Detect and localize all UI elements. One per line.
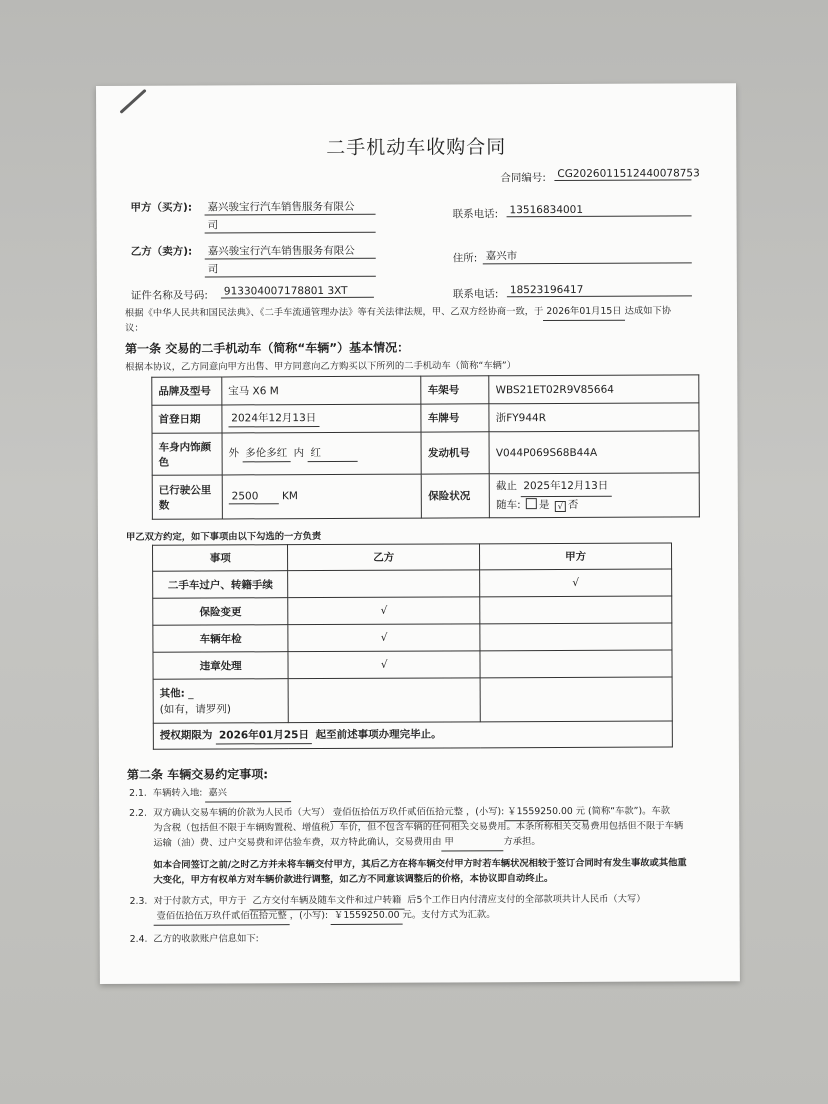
plate-label: 车牌号: [421, 404, 489, 432]
insurance-date: 2025年12月13日: [520, 477, 611, 496]
article2-title: 第二条 车辆交易约定事项:: [126, 767, 269, 782]
party-a-phone: 13516834001: [507, 203, 692, 217]
color-label: 车身内饰颜色: [152, 433, 222, 475]
checkbox-yes[interactable]: [526, 498, 537, 509]
clause-2-2-l1-mid: ，(小写):: [465, 806, 505, 818]
clause-2-3-no: 2.3.: [129, 895, 148, 907]
clause-2-3-line2: [154, 907, 496, 925]
clause-2-2-upper-amount: 壹佰伍拾伍万玖仟贰佰伍拾元整: [330, 804, 466, 822]
duty-inspection-b: √: [288, 624, 480, 652]
clause-2-1-label: 车辆转入地:: [152, 787, 203, 799]
intro-date: 2026年01月15日: [543, 304, 624, 321]
clause-2-3-upper-amount: 壹佰伍拾伍万玖仟贰佰伍拾元整: [154, 908, 290, 926]
party-b-address-label: 住所:: [452, 252, 478, 265]
engine-label: 发动机号: [421, 432, 489, 474]
clause-2-2-l1-post: (简称“车款”)。车款: [588, 805, 671, 817]
checkbox-no-checked[interactable]: √: [555, 500, 566, 511]
brand-label: 品牌及型号: [152, 377, 222, 405]
clause-2-2-l3-post: 方承担。: [503, 836, 541, 848]
duty-transfer-b: [288, 570, 480, 598]
party-b-name-line1: 嘉兴骏宝行汽车销售服务有限公: [205, 243, 376, 260]
clause-2-3-l2-post: 元。支付方式为汇款。: [402, 909, 496, 921]
duty-transfer-a: √: [480, 569, 672, 597]
duty-header-item: 事项: [153, 545, 288, 572]
duty-item-violation: 违章处理: [153, 652, 288, 680]
vehicle-info-table: [151, 374, 700, 519]
bold-notice-line1: 如本合同签订之前/之时乙方并未将车辆交付甲方，其后乙方在将车辆交付甲方时若车辆状况相较于签订合同时有发生事故或其他重: [153, 857, 687, 871]
duty-item-insurance: 保险变更: [153, 598, 288, 626]
clause-2-4: [130, 931, 259, 947]
clause-2-2-line2: 为含税（包括但不限于车辆购置税、增值税）车价，但不包含车辆的任何相关交易费用。本条所称相关交易费用包括但不限于车辆: [153, 820, 684, 834]
duty-insurance-b: √: [288, 597, 480, 625]
mileage-label: 已行驶公里数: [152, 475, 222, 519]
party-a-label: 甲方（买方):: [130, 201, 193, 214]
duty-item-inspection: 车辆年检: [153, 625, 288, 653]
other-note: (如有，请罗列): [159, 702, 231, 716]
int-prefix: 内: [293, 447, 305, 460]
article1-desc: 根据本协议，乙方同意向甲方出售、甲方同意向乙方购买以下所列的二手机动车（简称“车辆”）: [125, 360, 517, 373]
yes-label: 是: [538, 498, 550, 511]
clause-2-3-l1-post: 后5个工作日内付清应支付的全部款项共计人民币（大写）: [407, 893, 646, 906]
mileage-value: 2500: [229, 490, 279, 504]
other-a: [480, 677, 672, 722]
article1-title: 第一条 交易的二手机动车（简称“车辆”）基本情况：: [125, 340, 410, 356]
plate-value: 浙FY944R: [489, 403, 699, 432]
party-b-label: 乙方（卖方):: [130, 245, 193, 258]
clause-2-3-condition: 乙方交付车辆及随车文件和过户转籍: [249, 893, 404, 911]
clause-2-4-text: 乙方的收款账户信息如下:: [153, 933, 259, 945]
bold-notice-line2: 大变化，甲方有权单方对车辆价款进行调整，如乙方不同意该调整后的价格，本协议即自动终止。: [153, 873, 554, 886]
clause-2-2-l3-pre: 运输（油）费、过户交易费和评估验车费，双方特此确认，交易费用由: [153, 836, 442, 849]
intro-line1: [125, 303, 671, 322]
insurance-label: 保险状况: [422, 474, 490, 518]
clause-2-2-l1-pre: 双方确认交易车辆的价款为人民币（大写）: [153, 806, 330, 819]
reg-date-value: 2024年12月13日: [228, 410, 319, 427]
duty-insurance-a: [480, 596, 672, 624]
clause-2-1-value: 嘉兴: [205, 785, 291, 802]
int-color: 红: [307, 445, 357, 462]
duty-violation-a: [480, 650, 672, 678]
ext-color: 多伦多红: [242, 445, 290, 462]
ext-prefix: 外: [228, 447, 239, 460]
contract-no-value: CG2026011512440078753: [554, 167, 691, 181]
vin-value: WBS21ET02R9V85664: [489, 375, 699, 404]
auth-post: 起至前述事项办理完毕止。: [315, 728, 442, 742]
no-label: 否: [567, 498, 579, 511]
contract-page: [96, 83, 740, 984]
contract-no-label: 合同编号:: [500, 172, 546, 185]
party-b-phone-label: 联系电话:: [452, 288, 499, 301]
other-value: _: [188, 687, 194, 700]
staple-mark: [119, 89, 146, 114]
duty-item-transfer: 二手车过户、转籍手续: [153, 571, 288, 599]
duty-inspection-a: [480, 623, 672, 651]
mileage-unit: KM: [281, 489, 298, 502]
party-b-name-line2: 司: [205, 261, 376, 278]
engine-value: V044P069S68B44A: [489, 431, 699, 474]
with-car-label: 随车:: [496, 498, 521, 511]
duty-table: [152, 542, 673, 749]
duty-header-party-b: 乙方: [288, 544, 480, 571]
clause-2-3-l2-mid: ，(小写):: [289, 909, 329, 922]
duty-header-party-a: 甲方: [480, 543, 672, 570]
clause-2-2-amount: ￥1559250.00 元: [504, 804, 588, 821]
other-b: [288, 678, 480, 723]
document-title: 二手机动车收购合同: [326, 136, 507, 159]
insurance-prefix: 截止: [495, 479, 518, 492]
intro-text: 根据《中华人民共和国民法典》、《二手车流通管理办法》等有关法律法规，甲、乙双方经协商一致，于: [124, 306, 544, 319]
auth-date: 2026年01月25日: [216, 727, 312, 744]
vin-label: 车架号: [421, 376, 489, 404]
party-b-address: 嘉兴市: [483, 247, 692, 264]
party-a-name-line2: 司: [205, 217, 376, 234]
reg-date-label: 首登日期: [152, 405, 222, 433]
clause-2-2-fee-party: 甲: [441, 834, 503, 851]
other-label: 其他:: [159, 687, 185, 700]
clause-2-2-line3: [153, 834, 540, 853]
clause-2-1-no: 2.1.: [129, 787, 147, 799]
clause-2-2-no: 2.2.: [129, 807, 147, 819]
clause-2-1: [129, 785, 291, 803]
party-a-phone-label: 联系电话:: [452, 208, 499, 221]
clause-2-4-no: 2.4.: [129, 933, 148, 945]
party-a-name-line1: 嘉兴骏宝行汽车销售服务有限公: [204, 199, 375, 216]
auth-pre: 授权期限为: [159, 729, 213, 742]
duty-violation-b: √: [288, 651, 480, 679]
duty-intro: 甲乙双方约定，如下事项由以下勾选的一方负责: [125, 531, 322, 543]
clause-2-3-l1-pre: 对于付款方式，甲方于: [153, 895, 247, 907]
intro-text-end: 达成如下协: [624, 305, 672, 317]
party-b-phone: 18523196417: [507, 283, 692, 297]
intro-line2: 议：: [125, 322, 144, 334]
party-b-id-value: 913304007178801 3XT: [221, 285, 374, 299]
brand-value: 宝马 X6 M: [222, 376, 422, 405]
clause-2-3-amount: ￥1559250.00: [331, 908, 403, 925]
party-b-id-label: 证件名称及号码:: [130, 289, 208, 302]
